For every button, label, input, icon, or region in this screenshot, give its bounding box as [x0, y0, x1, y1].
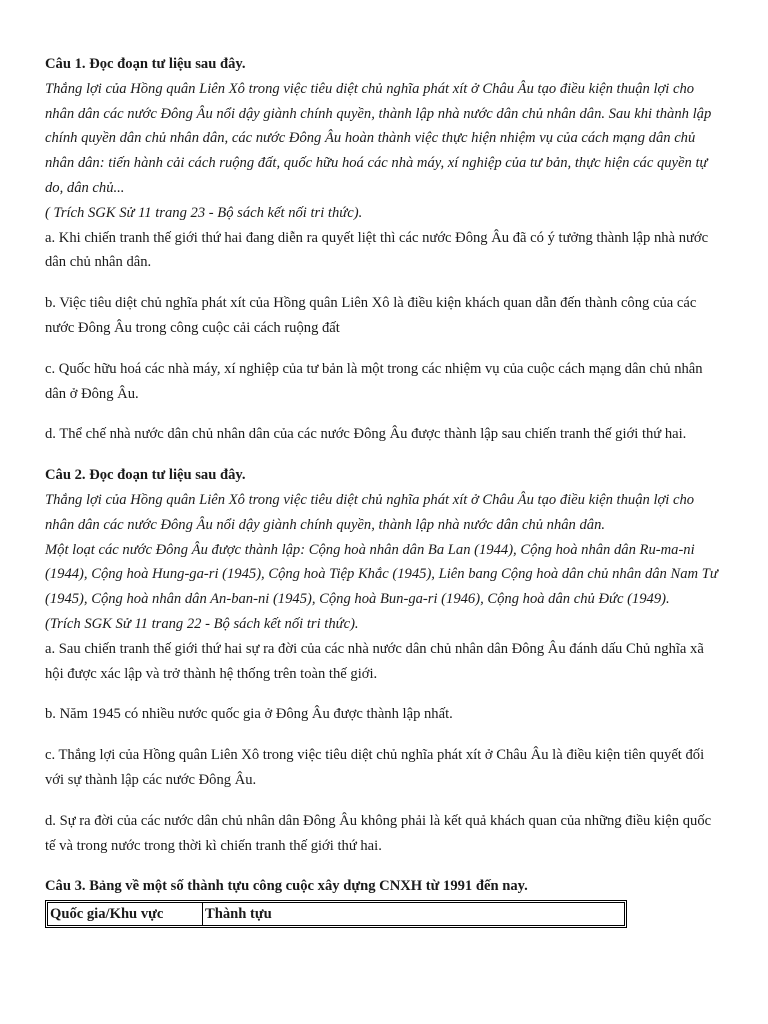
- cau3-heading: Câu 3. Bảng về một số thành tựu công cuộc xây dựng CNXH từ 1991 đến nay.: [45, 878, 528, 895]
- cau1-quote: Thắng lợi của Hồng quân Liên Xô trong việc tiêu diệt chủ nghĩa phát xít ở Châu Âu tạo điều kiện thuận lợi cho nhân dân các nước Đông Âu nổi dậy giành chính quyền, thành lập nhà nước dân chủ nhân dân. Sau khi thành lập chính quyền dân chủ nhân dân, các nước Đông Âu hoàn thành việc thực hiện nhiệm vụ của cách mạng dân chủ nhân dân: tiến hành cải cách ruộng đất, quốc hữu hoá các nhà máy, xí nghiệp của tư bản, thực hiện các quyền tự do, dân chủ...: [45, 80, 712, 196]
- cau2-source: (Trích SGK Sử 11 trang 22 - Bộ sách kết nối tri thức).: [45, 615, 359, 632]
- cau1-option-d: d. Thể chế nhà nước dân chủ nhân dân của các nước Đông Âu được thành lập sau chiến tranh thế giới thứ hai.: [45, 426, 687, 443]
- cau2-quote-1: Thắng lợi của Hồng quân Liên Xô trong việc tiêu diệt chủ nghĩa phát xít ở Châu Âu tạo điều kiện thuận lợi cho nhân dân các nước Đông Âu nổi dậy giành chính quyền, thành lập nhà nước dân chủ nhân dân.: [45, 491, 695, 533]
- cau1-option-b: b. Việc tiêu diệt chủ nghĩa phát xít của Hồng quân Liên Xô là điều kiện khách quan dẫn đến thành công của các nước Đông Âu trong công cuộc cải cách ruộng đất: [45, 295, 697, 336]
- cau1-heading: Câu 1. Đọc đoạn tư liệu sau đây.: [45, 56, 246, 72]
- document-page: [45, 52, 725, 928]
- table-header-achievement: Thành tựu: [205, 906, 272, 923]
- cau2-heading: Câu 2. Đọc đoạn tư liệu sau đây.: [45, 467, 246, 484]
- achievements-table: [45, 900, 627, 928]
- cau2-option-b: b. Năm 1945 có nhiều nước quốc gia ở Đông Âu được thành lập nhất.: [45, 706, 453, 723]
- cau2-option-a: a. Sau chiến tranh thế giới thứ hai sự ra đời của các nhà nước dân chủ nhân dân Đông Âu đánh dấu Chủ nghĩa xã hội được xác lập và trở thành hệ thống trên toàn thế giới.: [45, 640, 704, 682]
- cau2-quote-2: Một loạt các nước Đông Âu được thành lập: Cộng hoà nhân dân Ba Lan (1944), Cộng hoà nhân dân Ru-ma-ni (1944), Cộng hoà Hung-ga-ri (1945), Cộng hoà Tiệp Khắc (1945), Liên bang Cộng hoà dân chủ nhân dân Nam Tư (1945), Cộng hoà nhân dân An-ban-ni (1945), Cộng hoà Bun-ga-ri (1946), Cộng hoà dân chủ Đức (1949).: [45, 541, 718, 608]
- cau1-option-a: a. Khi chiến tranh thế giới thứ hai đang diễn ra quyết liệt thì các nước Đông Âu đã có ý tưởng thành lập nhà nước dân chủ nhân dân.: [45, 229, 709, 271]
- cau2-option-c: c. Thắng lợi của Hồng quân Liên Xô trong việc tiêu diệt chủ nghĩa phát xít ở Châu Âu là điều kiện tiên quyết đối với sự thành lập các nước Đông Âu.: [45, 747, 705, 788]
- cau2-option-d: d. Sự ra đời của các nước dân chủ nhân dân Đông Âu không phải là kết quả khách quan của những điều kiện quốc tế và trong nước trong thời kì chiến tranh thế giới thứ hai.: [45, 812, 712, 854]
- table-header-country: Quốc gia/Khu vực: [48, 903, 203, 925]
- cau1-option-c: c. Quốc hữu hoá các nhà máy, xí nghiệp của tư bản là một trong các nhiệm vụ của cuộc cách mạng dân chủ nhân dân ở Đông Âu.: [45, 360, 703, 402]
- table-header-row: [48, 903, 624, 925]
- cau1-source: ( Trích SGK Sử 11 trang 23 - Bộ sách kết nối tri thức).: [45, 204, 363, 221]
